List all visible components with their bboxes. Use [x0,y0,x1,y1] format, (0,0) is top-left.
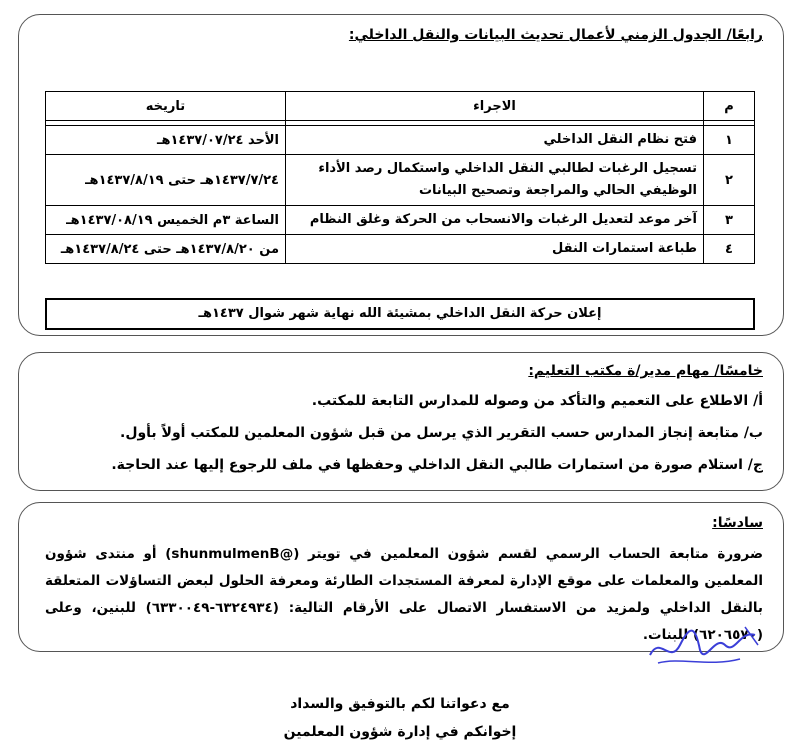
announcement-box: إعلان حركة النقل الداخلي بمشيئة الله نهاية شهر شوال ١٤٣٧هـ [45,298,755,330]
table-row [46,206,755,235]
row-date: ١٤٣٧/٧/٢٤هـ حتى ١٤٣٧/٨/١٩هـ [46,155,286,206]
table-row [46,235,755,264]
section6-paragraph: ضرورة متابعة الحساب الرسمي لقسم شؤون المعلمين في تويتر (@shunmulmenB) أو منتدى شؤون المعلمين والمعلمات على موقع الإدارة لمعرفة المستجدات الطارئة ومعرفة الحلول لبعض التساؤلات المتعلقة بالنقل الداخلي ولمزيد من الاستفسار الاتصال على الأرقام التالية: (٦٣٢٤٩٣٤-٦٣٣٠٠٤٩) للبنين، وعلى (٦٢٠٦٥٧٠) للبنات. [45,546,763,643]
row-date: الساعة ٣م الخميس ١٤٣٧/٠٨/١٩هـ [46,206,286,235]
header-num: م [704,92,755,121]
list-item: ج/ استلام صورة من استمارات طالبي النقل الداخلي وحفظها في ملف للرجوع إليها عند الحاجة. [111,457,763,473]
schedule-table [45,91,755,264]
row-action: طباعة استمارات النقل [286,235,704,264]
row-action: تسجيل الرغبات لطالبي النقل الداخلي واستكمال رصد الأداء الوظيفي الحالي والمراجعة وتصحيح البيانات [286,155,704,206]
header-action: الاجراء [286,92,704,121]
section5-heading: خامسًا/ مهام مدير/ة مكتب التعليم: [528,363,763,379]
row-action: فتح نظام النقل الداخلي [286,126,704,155]
row-date: الأحد ١٤٣٧/٠٧/٢٤هـ [46,126,286,155]
header-date: تاريخه [46,92,286,121]
row-num: ٢ [704,155,755,206]
section4-panel [18,14,784,336]
row-num: ٤ [704,235,755,264]
table-row [46,155,755,206]
signature-mark [640,615,770,675]
list-item: ب/ متابعة إنجاز المدارس حسب التقرير الذي يرسل من قبل شؤون المعلمين للمكتب أولاً بأول. [120,425,763,441]
row-action: آخر موعد لتعديل الرغبات والانسحاب من الحركة وغلق النظام [286,206,704,235]
row-date: من ١٤٣٧/٨/٢٠هـ حتى ١٤٣٧/٨/٢٤هـ [46,235,286,264]
table-header-row [46,92,755,121]
closing-line1: مع دعواتنا لكم بالتوفيق والسداد [290,696,510,712]
table-row [46,126,755,155]
section5-panel [18,352,784,491]
list-item: أ/ الاطلاع على التعميم والتأكد من وصوله للمدارس التابعة للمكتب. [311,393,763,409]
row-num: ٣ [704,206,755,235]
closing-line2: إخوانكم في إدارة شؤون المعلمين [283,724,517,740]
section6-heading: سادسًا: [712,515,763,531]
row-num: ١ [704,126,755,155]
section4-heading: رابعًا/ الجدول الزمني لأعمال تحديث البيانات والنقل الداخلي: [348,27,763,43]
